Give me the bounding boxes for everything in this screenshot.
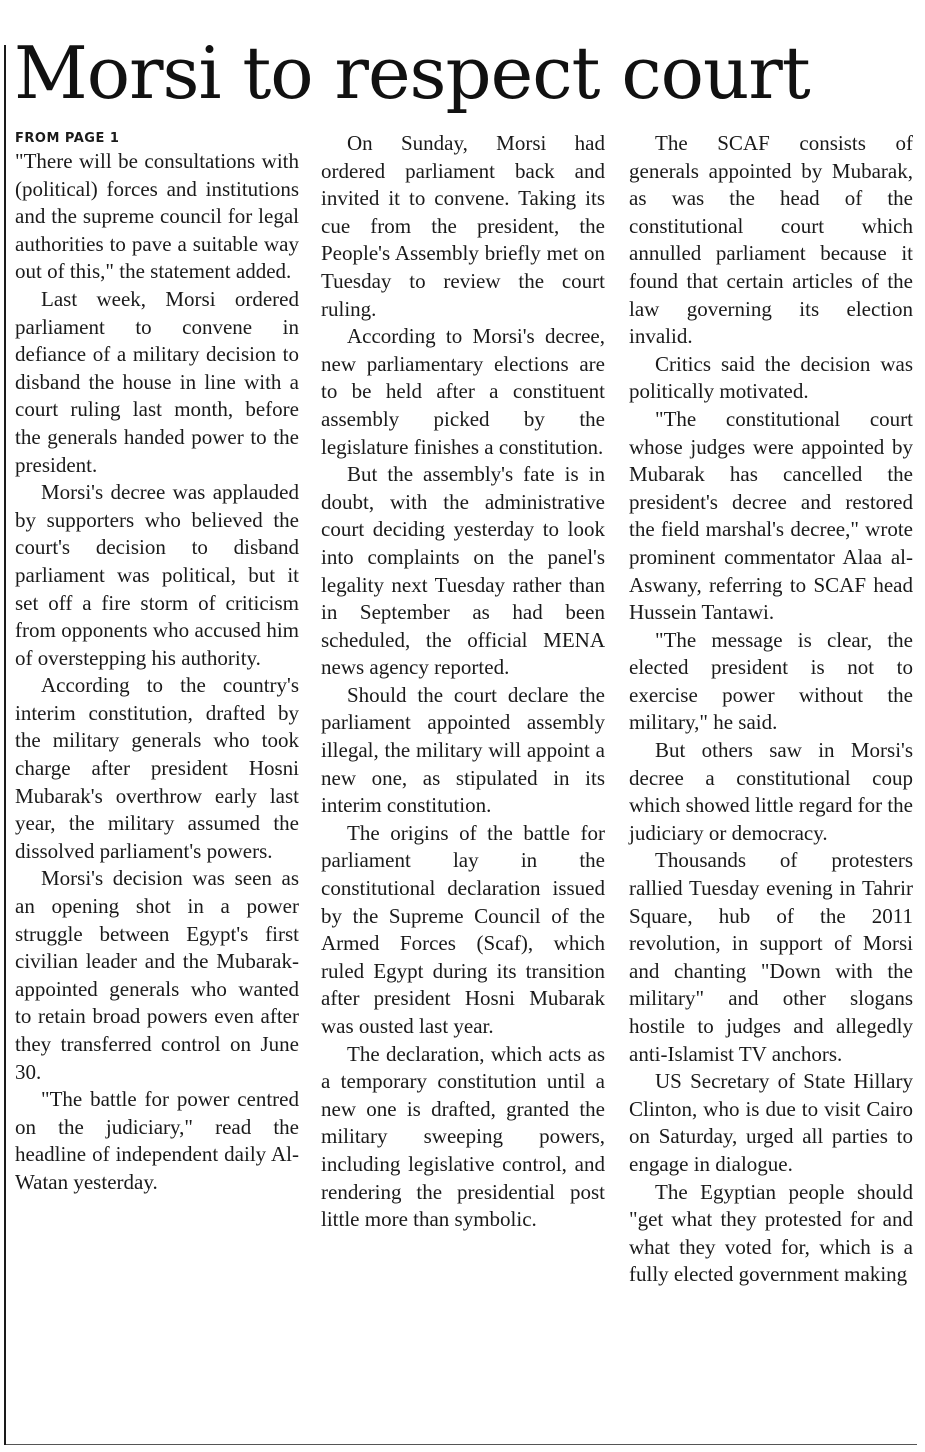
paragraph: Critics said the decision was politically motivated. <box>629 351 913 404</box>
paragraph: Thousands of protesters rallied Tuesday evening in Tahrir Square, hub of the 2011 revolution, in support of Morsi and chanting "Down with the military" and other slogans hostile to judges and allegedly anti-Islamist TV anchors. <box>629 848 913 1066</box>
paragraph: "There will be consultations with (political) forces and institutions and the supreme council for legal authorities to pave a suitable way out of this," the statement added. <box>15 149 299 284</box>
paragraph: US Secretary of State Hillary Clinton, who is due to visit Cairo on Saturday, urged all parties to engage in dialogue. <box>629 1069 913 1176</box>
paragraph: Last week, Morsi ordered parliament to convene in defiance of a military decision to disband the house in line with a court ruling last month, before the generals handed power to the president. <box>15 286 299 477</box>
headline: Morsi to respect court <box>14 31 810 115</box>
paragraph: "The constitutional court whose judges were appointed by Mubarak has cancelled the president's decree and restored the field marshal's decree," wrote prominent commentator Alaa al-Aswany, referring to SCAF head Hussein Tantawi. <box>629 406 913 625</box>
bottom-rule <box>6 1444 917 1445</box>
article-column-1 <box>15 130 299 1197</box>
paragraph: According to the country's interim constitution, drafted by the military generals who took charge after president Hosni Mubarak's overthrow early last year, the military assumed the dissolved parliament's powers. <box>15 673 299 863</box>
paragraph: The Egyptian people should "get what they protested for and what they voted for, which is a fully elected government making <box>629 1179 913 1287</box>
paragraph: But others saw in Morsi's decree a constitutional coup which showed little regard for the judiciary or democracy. <box>629 738 913 845</box>
paragraph: Morsi's decision was seen as an opening shot in a power struggle between Egypt's first civilian leader and the Mubarak-appointed generals who wanted to retain broad powers even after they transferred control on June 30. <box>15 866 299 1084</box>
paragraph: The SCAF consists of generals appointed by Mubarak, as was the head of the constitutional court which annulled parliament because it found that certain articles of the law governing its election invalid. <box>629 131 913 349</box>
paragraph: Should the court declare the parliament appointed assembly illegal, the military will appoint a new one, as stipulated in its interim constitution. <box>321 682 605 818</box>
article-column-3 <box>629 130 913 1289</box>
paragraph: The declaration, which acts as a temporary constitution until a new one is drafted, granted the military sweeping powers, including legislative control, and rendering the presidential post little more than symbolic. <box>321 1041 605 1232</box>
article-column-2 <box>321 130 605 1234</box>
left-column-rule <box>4 45 6 1445</box>
paragraph: "The battle for power centred on the judiciary," read the headline of independent daily Al-Watan yesterday. <box>15 1087 299 1194</box>
paragraph: Morsi's decree was applauded by supporters who believed the court's decision to disband parliament was political, but it set off a fire storm of criticism from opponents who accused him of overstepping his authority. <box>15 480 299 670</box>
paragraph: But the assembly's fate is in doubt, with the administrative court deciding yesterday to look into complaints on the panel's legality next Tuesday rather than in September as had been scheduled, the official MENA news agency reported. <box>321 462 605 680</box>
paragraph: On Sunday, Morsi had ordered parliament back and invited it to convene. Taking its cue from the president, the People's Assembly briefly met on Tuesday to review the court ruling. <box>321 131 605 321</box>
paragraph: "The message is clear, the elected president is not to exercise power without the military," he said. <box>629 627 913 735</box>
kicker: FROM PAGE 1 <box>15 131 120 146</box>
paragraph: The origins of the battle for parliament lay in the constitutional declaration issued by the Supreme Council of the Armed Forces (Scaf), which ruled Egypt during its transition after president Hosni Mubarak was ousted last year. <box>321 820 605 1038</box>
paragraph: According to Morsi's decree, new parliamentary elections are to be held after a constituent assembly picked by the legislature finishes a constitution. <box>321 324 605 459</box>
